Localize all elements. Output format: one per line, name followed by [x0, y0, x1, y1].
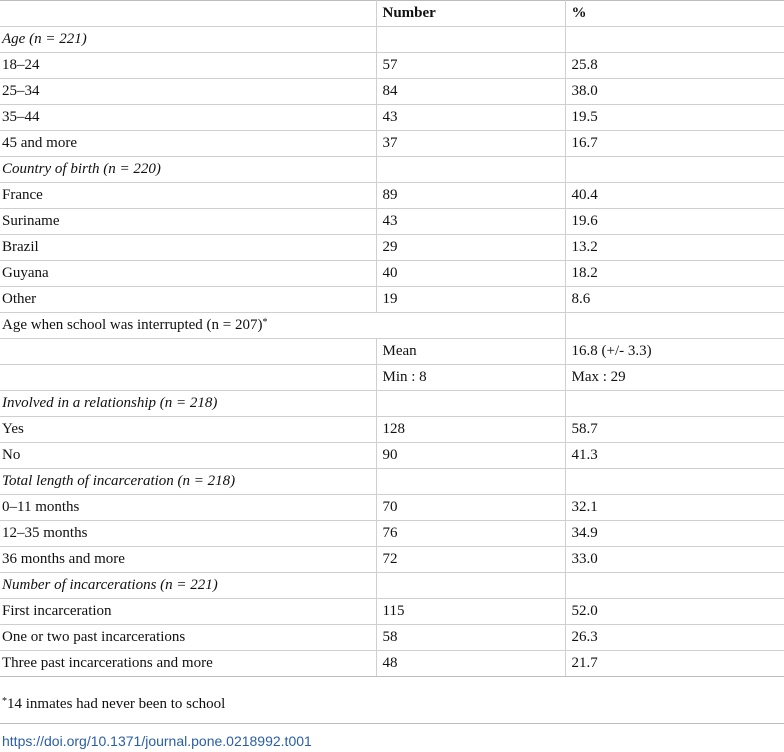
row-percent: 16.7 — [565, 131, 784, 157]
footnote-mark: * — [2, 696, 7, 707]
row-percent: 34.9 — [565, 521, 784, 547]
row-label: One or two past incarcerations — [0, 625, 376, 651]
table-row — [0, 547, 784, 573]
row-label: 12–35 months — [0, 521, 376, 547]
row-percent: 40.4 — [565, 183, 784, 209]
table-footnote — [2, 696, 225, 713]
row-number: 89 — [376, 183, 565, 209]
header-number: Number — [376, 1, 565, 27]
row-label: 0–11 months — [0, 495, 376, 521]
table-row — [0, 261, 784, 287]
footer-divider — [0, 723, 784, 724]
row-label: Guyana — [0, 261, 376, 287]
section-row-relationship — [0, 391, 784, 417]
section-row-age — [0, 27, 784, 53]
row-number: 90 — [376, 443, 565, 469]
footnote-text: 14 inmates had never been to school — [7, 696, 226, 712]
row-number: 43 — [376, 209, 565, 235]
row-percent: 21.7 — [565, 651, 784, 677]
row-label: 25–34 — [0, 79, 376, 105]
row-number: 128 — [376, 417, 565, 443]
row-percent: 26.3 — [565, 625, 784, 651]
row-percent: Max : 29 — [565, 365, 784, 391]
row-label — [0, 339, 376, 365]
row-label: Other — [0, 287, 376, 313]
row-number: 58 — [376, 625, 565, 651]
section-row-incarcerations — [0, 573, 784, 599]
section-title: Number of incarcerations (n = 221) — [0, 573, 376, 599]
table-row — [0, 365, 784, 391]
row-number: 19 — [376, 287, 565, 313]
row-number: 43 — [376, 105, 565, 131]
doi-link[interactable]: https://doi.org/10.1371/journal.pone.0218992.t001 — [2, 733, 312, 749]
row-percent: 38.0 — [565, 79, 784, 105]
table-row — [0, 339, 784, 365]
row-percent: 19.5 — [565, 105, 784, 131]
table-row — [0, 651, 784, 677]
section-title-text: Age when school was interrupted (n = 207) — [2, 317, 263, 333]
row-number: 48 — [376, 651, 565, 677]
row-number: 115 — [376, 599, 565, 625]
row-percent: 25.8 — [565, 53, 784, 79]
row-percent: 58.7 — [565, 417, 784, 443]
header-row — [0, 1, 784, 27]
section-title: Total length of incarceration (n = 218) — [0, 469, 376, 495]
section-row-country — [0, 157, 784, 183]
row-label: No — [0, 443, 376, 469]
section-title: Age (n = 221) — [0, 27, 376, 53]
table-row — [0, 443, 784, 469]
row-percent: 33.0 — [565, 547, 784, 573]
row-percent: 32.1 — [565, 495, 784, 521]
section-title: Country of birth (n = 220) — [0, 157, 376, 183]
section-row-school — [0, 313, 784, 339]
table-row — [0, 79, 784, 105]
row-number: 29 — [376, 235, 565, 261]
table-row — [0, 287, 784, 313]
row-percent: 13.2 — [565, 235, 784, 261]
table-row — [0, 105, 784, 131]
row-percent: 8.6 — [565, 287, 784, 313]
row-percent: 19.6 — [565, 209, 784, 235]
row-label: Suriname — [0, 209, 376, 235]
row-number: 37 — [376, 131, 565, 157]
row-label — [0, 365, 376, 391]
section-title — [0, 313, 565, 339]
row-percent: 41.3 — [565, 443, 784, 469]
row-number: 57 — [376, 53, 565, 79]
table-row — [0, 53, 784, 79]
row-number: Mean — [376, 339, 565, 365]
header-label — [0, 1, 376, 27]
table-row — [0, 521, 784, 547]
row-percent: 18.2 — [565, 261, 784, 287]
row-number: 76 — [376, 521, 565, 547]
row-number: 72 — [376, 547, 565, 573]
table-row — [0, 131, 784, 157]
section-title: Involved in a relationship (n = 218) — [0, 391, 376, 417]
row-number: 84 — [376, 79, 565, 105]
table-row — [0, 209, 784, 235]
row-label: Brazil — [0, 235, 376, 261]
table-row — [0, 417, 784, 443]
table-row — [0, 599, 784, 625]
table-row — [0, 183, 784, 209]
row-label: 36 months and more — [0, 547, 376, 573]
row-number: Min : 8 — [376, 365, 565, 391]
row-label: First incarceration — [0, 599, 376, 625]
table-row — [0, 625, 784, 651]
row-percent: 52.0 — [565, 599, 784, 625]
table-row — [0, 235, 784, 261]
table-row — [0, 495, 784, 521]
row-label: 35–44 — [0, 105, 376, 131]
row-percent: 16.8 (+/- 3.3) — [565, 339, 784, 365]
row-label: 45 and more — [0, 131, 376, 157]
row-label: 18–24 — [0, 53, 376, 79]
row-label: Three past incarcerations and more — [0, 651, 376, 677]
section-row-length — [0, 469, 784, 495]
row-label: Yes — [0, 417, 376, 443]
row-number: 40 — [376, 261, 565, 287]
header-percent: % — [565, 1, 784, 27]
row-label: France — [0, 183, 376, 209]
footnote-marker: * — [262, 317, 268, 328]
row-number: 70 — [376, 495, 565, 521]
